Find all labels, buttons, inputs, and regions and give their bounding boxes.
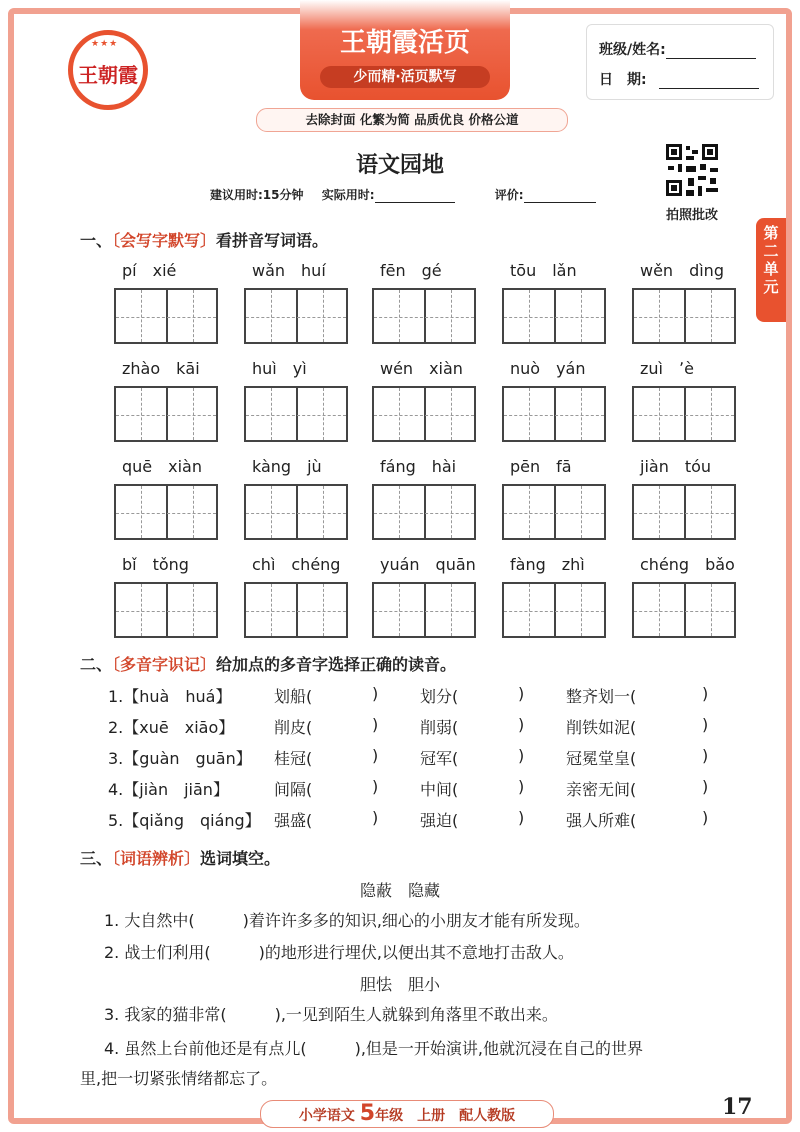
word-item: 强迫(: [420, 811, 459, 830]
brand-logo: [68, 30, 148, 110]
qr-label: 拍照批改: [665, 208, 718, 223]
word-item: 中间(: [420, 780, 459, 799]
actual-time-label: 实际用时:: [321, 188, 375, 202]
word-item: 强盛(: [274, 811, 313, 830]
pinyin-options: 2.【xuē xiāo】: [108, 718, 235, 737]
pinyin-label: tōu lǎn: [510, 261, 577, 280]
word-pair-2: 胆怯 胆小: [359, 975, 440, 994]
logo-text: 王朝霞: [78, 63, 138, 87]
answer-blank-close[interactable]: ): [518, 746, 525, 765]
answer-blank-close[interactable]: ): [702, 808, 709, 827]
pinyin-label: fàng zhì: [510, 555, 585, 574]
answer-blank-close[interactable]: ): [702, 715, 709, 734]
writing-box[interactable]: [502, 386, 606, 442]
word-item: 间隔(: [274, 780, 313, 799]
brand-banner: [300, 0, 510, 100]
footer-edition: [260, 1100, 554, 1128]
section-2-heading: [80, 652, 456, 675]
answer-blank-close[interactable]: ): [372, 684, 379, 703]
student-info-box: [586, 24, 774, 100]
answer-blank-close[interactable]: ): [702, 684, 709, 703]
section-2-title: 给加点的多音字选择正确的读音。: [216, 655, 457, 674]
word-item: 划分(: [420, 687, 459, 706]
writing-box[interactable]: [244, 386, 348, 442]
class-name-line[interactable]: [666, 44, 756, 59]
answer-blank-close[interactable]: ): [372, 808, 379, 827]
unit-tab-label: 第二单元: [763, 224, 779, 296]
section-3-heading: [80, 846, 280, 869]
unit-tab: [756, 218, 786, 322]
page-title: 语文园地: [355, 152, 444, 178]
section-1-number: 一、: [80, 231, 113, 250]
date-field[interactable]: [599, 69, 759, 89]
fill-question-2[interactable]: 2. 战士们利用( )的地形进行埋伏,以便出其不意地打击敌人。: [104, 943, 574, 962]
answer-blank-close[interactable]: ): [702, 746, 709, 765]
date-line[interactable]: [659, 74, 759, 89]
writing-box[interactable]: [372, 386, 476, 442]
pinyin-label: zuì ʼè: [640, 359, 694, 378]
pinyin-label: yuán quān: [380, 555, 476, 574]
word-item: 强人所难(: [566, 811, 637, 830]
writing-box[interactable]: [114, 582, 218, 638]
writing-box[interactable]: [244, 288, 348, 344]
answer-blank-close[interactable]: ): [372, 777, 379, 796]
pinyin-label: chéng bǎo: [640, 555, 735, 574]
answer-blank-close[interactable]: ): [518, 715, 525, 734]
pinyin-label: chì chéng: [252, 555, 341, 574]
pinyin-label: wěn dìng: [640, 261, 724, 280]
suggest-time: 建议用时:15分钟: [210, 188, 304, 202]
section-2-tag: 〔多音字识记〕: [112, 655, 217, 674]
section-1-tag: 〔会写字默写〕: [112, 231, 217, 250]
answer-blank-close[interactable]: ): [518, 777, 525, 796]
section-3-number: 三、: [80, 849, 113, 868]
pinyin-label: huì yì: [252, 359, 307, 378]
brand-title: 王朝霞活页: [339, 28, 470, 58]
writing-box[interactable]: [114, 484, 218, 540]
word-item: 削皮(: [274, 718, 313, 737]
pinyin-label: pí xié: [122, 261, 177, 280]
footer-subject: 小学语文: [298, 1108, 355, 1124]
pinyin-label: fēn gé: [380, 261, 442, 280]
writing-box[interactable]: [632, 582, 736, 638]
writing-box[interactable]: [502, 288, 606, 344]
writing-box[interactable]: [502, 484, 606, 540]
fill-question-4-continued: 里,把一切紧张情绪都忘了。: [80, 1069, 278, 1088]
word-item: 亲密无间(: [566, 780, 637, 799]
word-item: 整齐划一(: [566, 687, 637, 706]
time-meta: [210, 186, 596, 203]
word-item: 划船(: [274, 687, 313, 706]
fill-question-1[interactable]: 1. 大自然中( )着许许多多的知识,细心的小朋友才能有所发现。: [104, 911, 590, 930]
pinyin-label: nuò yán: [510, 359, 586, 378]
word-item: 削弱(: [420, 718, 459, 737]
actual-time-line[interactable]: [375, 190, 455, 203]
pinyin-label: kàng jù: [252, 457, 322, 476]
pinyin-label: pēn fā: [510, 457, 572, 476]
pinyin-label: quē xiàn: [122, 457, 203, 476]
section-3-title: 选词填空。: [200, 849, 281, 868]
pinyin-options: 4.【jiàn jiān】: [108, 780, 229, 799]
answer-blank-close[interactable]: ): [702, 777, 709, 796]
slogan: 去除封面 化繁为简 品质优良 价格公道: [256, 108, 568, 132]
answer-blank-close[interactable]: ): [372, 746, 379, 765]
writing-box[interactable]: [114, 386, 218, 442]
pinyin-options: 1.【huà huá】: [108, 687, 232, 706]
section-3-tag: 〔词语辨析〕: [112, 849, 201, 868]
word-item: 冠冕堂皇(: [566, 749, 637, 768]
footer-grade-text: 年级 上册 配人教版: [375, 1108, 516, 1124]
pinyin-options: 5.【qiǎng qiáng】: [108, 811, 261, 830]
class-name-field[interactable]: [599, 39, 756, 59]
fill-question-3[interactable]: 3. 我家的猫非常( ),一见到陌生人就躲到角落里不敢出来。: [104, 1005, 558, 1024]
evaluation-line[interactable]: [524, 190, 596, 203]
answer-blank-close[interactable]: ): [518, 684, 525, 703]
writing-box[interactable]: [372, 288, 476, 344]
writing-box[interactable]: [632, 288, 736, 344]
word-item: 冠军(: [420, 749, 459, 768]
writing-box[interactable]: [244, 484, 348, 540]
writing-box[interactable]: [372, 484, 476, 540]
section-2-number: 二、: [80, 655, 113, 674]
pinyin-options: 3.【guàn guān】: [108, 749, 252, 768]
pinyin-label: wén xiàn: [380, 359, 463, 378]
writing-box[interactable]: [372, 582, 476, 638]
class-name-label: 班级/姓名:: [599, 42, 666, 58]
pinyin-label: wǎn huí: [252, 261, 326, 280]
crown-icon: ★★★: [91, 39, 119, 49]
date-label: 日 期:: [599, 72, 647, 88]
page-number: 17: [722, 1094, 753, 1120]
writing-box[interactable]: [114, 288, 218, 344]
answer-blank-close[interactable]: ): [518, 808, 525, 827]
word-item: 削铁如泥(: [566, 718, 637, 737]
word-item: 桂冠(: [274, 749, 313, 768]
footer-grade-number: 5: [359, 1101, 376, 1126]
pinyin-label: bǐ tǒng: [122, 555, 189, 574]
answer-blank-close[interactable]: ): [372, 715, 379, 734]
pinyin-label: fáng hài: [380, 457, 457, 476]
writing-box[interactable]: [244, 582, 348, 638]
writing-box[interactable]: [632, 484, 736, 540]
pinyin-label: zhào kāi: [122, 359, 200, 378]
word-pair-1: 隐蔽 隐藏: [359, 881, 440, 900]
qr-code-icon[interactable]: [664, 142, 720, 198]
writing-box[interactable]: [632, 386, 736, 442]
pinyin-label: jiàn tóu: [640, 457, 712, 476]
fill-question-4[interactable]: 4. 虽然上台前他还是有点儿( ),但是一开始演讲,他就沉浸在自己的世界: [104, 1039, 644, 1058]
section-1-heading: [80, 228, 328, 251]
writing-box[interactable]: [502, 582, 606, 638]
brand-subtitle: 少而精·活页默写: [320, 66, 490, 88]
evaluation-label: 评价:: [494, 188, 524, 202]
section-1-title: 看拼音写词语。: [216, 231, 329, 250]
